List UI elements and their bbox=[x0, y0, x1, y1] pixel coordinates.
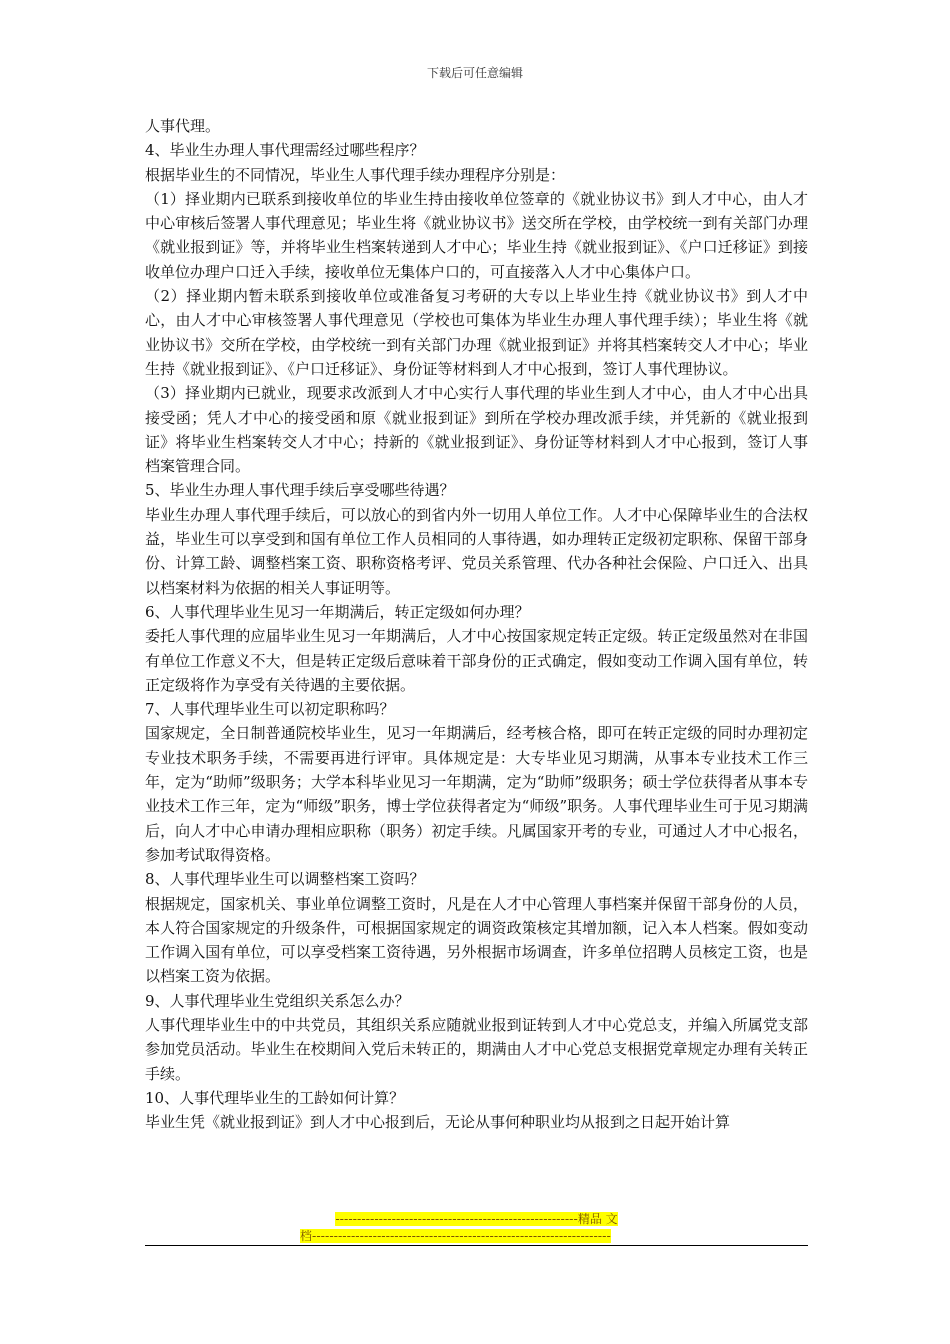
body-paragraph: 根据毕业生的不同情况，毕业生人事代理手续办理程序分别是： bbox=[145, 165, 566, 184]
footer-rule bbox=[145, 1245, 808, 1246]
page-header: 下载后可任意编辑 bbox=[426, 66, 523, 80]
document-body bbox=[145, 114, 808, 1134]
body-paragraph: 毕业生凭《就业报到证》到人才中心报到后，无论从事何种职业均从报到之日起开始计算 bbox=[145, 1113, 731, 1132]
body-paragraph: （1）择业期内已联系到接收单位的毕业生持由接收单位签章的《就业协议书》到人才中心，由人才中心审核后签署人事代理意见；毕业生将《就业协议书》送交所在学校，由学校统一到有关部门办理《就业报到证》等，并将毕业生档案转递到人才中心；毕业生持《就业报到证》、《户口迁移证》到接收单位办理户口迁入手续，接收单位无集体户口的，可直接落入人才中心集体户口。 bbox=[145, 189, 808, 281]
section-heading: 8、人事代理毕业生可以调整档案工资吗？ bbox=[145, 870, 425, 889]
section-heading: 4、毕业生办理人事代理需经过哪些程序？ bbox=[145, 141, 425, 160]
body-paragraph: 根据规定，国家机关、事业单位调整工资时，凡是在人才中心管理人事档案并保留干部身份的人员，本人符合国家规定的升级条件，可根据国家规定的调资政策核定其增加额，记入本人档案。假如变动工作调入国有单位，可以享受档案工资待遇，另外根据市场调查，许多单位招聘人员核定工资，也是以档案工资为依据。 bbox=[145, 894, 808, 986]
body-paragraph: （3）择业期内已就业，现要求改派到人才中心实行人事代理的毕业生到人才中心，由人才中心出具接受函；凭人才中心的接受函和原《就业报到证》到所在学校办理改派手续，并凭新的《就业报到证》将毕业生档案转交人才中心；持新的《就业报到证》、身份证等材料到人才中心报到，签订人事档案管理合同。 bbox=[145, 384, 808, 476]
body-paragraph: 毕业生办理人事代理手续后，可以放心的到省内外一切用人单位工作。人才中心保障毕业生的合法权益，毕业生可以享受到和国有单位工作人员相同的人事待遇，如办理转正定级初定职称、保留干部身份、计算工龄、调整档案工资、职称资格考评、党员关系管理、代办各种社会保险、户口迁入、出具以档案材料为依据的相关人事证明等。 bbox=[145, 505, 808, 597]
body-paragraph: （2）择业期内暂未联系到接收单位或准备复习考研的大专以上毕业生持《就业协议书》到人才中心，由人才中心审核签署人事代理意见（学校也可集体为毕业生办理人事代理手续）；毕业生将《就业协议书》交所在学校，由学校统一到有关部门办理《就业报到证》并将其档案转交人才中心；毕业生持《就业报到证》、《户口迁移证》、身份证等材料到人才中心报到，签订人事代理协议。 bbox=[145, 287, 808, 378]
body-paragraph: 人事代理毕业生中的中共党员，其组织关系应随就业报到证转到人才中心党总支，并编入所属党支部参加党员活动。毕业生在校期间入党后未转正的，期满由人才中心党总支根据党章规定办理有关转正手续。 bbox=[145, 1015, 808, 1083]
section-heading: 9、人事代理毕业生党组织关系怎么办？ bbox=[145, 991, 410, 1010]
body-paragraph: 国家规定，全日制普通院校毕业生，见习一年期满后，经考核合格，即可在转正定级的同时办理初定专业技术职务手续，不需要再进行评审。具体规定是：大专毕业见习期满，从事本专业技术工作三年，定为“助师”级职务；大学本科毕业见习一年期满，定为“助师”级职务；硕士学位获得者从事本专业技术工作三年，定为“师级”职务，博士学位获得者定为“师级”职务。人事代理毕业生可于见习期满后，向人才中心申请办理相应职称（职务）初定手续。凡属国家开考的专业，可通过人才中心报名，参加考试取得资格。 bbox=[145, 724, 808, 864]
section-heading: 6、人事代理毕业生见习一年期满后，转正定级如何办理？ bbox=[145, 602, 530, 621]
section-heading: 5、毕业生办理人事代理手续后享受哪些待遇？ bbox=[145, 481, 455, 500]
section-heading: 10、人事代理毕业生的工龄如何计算？ bbox=[145, 1088, 405, 1107]
footer-watermark-line2: 档--------------------------------------------------------------------- bbox=[300, 1229, 611, 1243]
body-paragraph: 人事代理。 bbox=[145, 117, 221, 135]
section-heading: 7、人事代理毕业生可以初定职称吗？ bbox=[145, 700, 395, 719]
footer-watermark-line1: --------------------------------------------------------精品 文 bbox=[335, 1212, 618, 1226]
body-paragraph: 委托人事代理的应届毕业生见习一年期满后，人才中心按国家规定转正定级。转正定级虽然对在非国有单位工作意义不大，但是转正定级后意味着干部身份的正式确定，假如变动工作调入国有单位，转正定级将作为享受有关待遇的主要依据。 bbox=[145, 627, 808, 694]
